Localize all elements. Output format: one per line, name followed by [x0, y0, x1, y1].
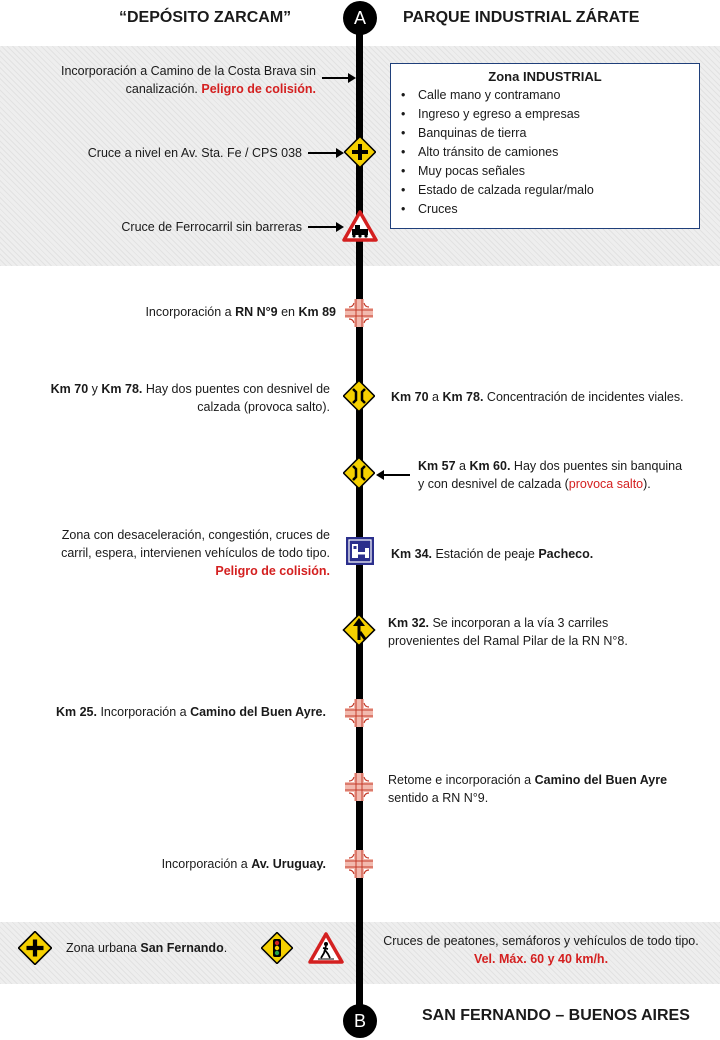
retome-note: Retome e incorporación a Camino del Buen Ayre sentido a RN N°9.	[388, 773, 668, 805]
list-item: • Banquinas de tierra	[401, 124, 689, 143]
pilar-merge-note: Km 32. Se incorporan a la vía 3 carriles provenientes del Ramal Pilar de la RN N°8.	[388, 616, 628, 648]
toll-station-note: Km 34. Estación de peaje Pacheco.	[391, 547, 594, 561]
crossroad-sign-icon	[18, 931, 52, 965]
destination-bottom-title: SAN FERNANDO – BUENOS AIRES	[422, 1007, 690, 1024]
industrial-zone-box	[390, 63, 700, 229]
arrow-icon	[378, 474, 410, 476]
narrow-bridge-sign-icon	[343, 380, 375, 412]
railroad-crossing-note: Cruce de Ferrocarril sin barreras	[121, 220, 302, 234]
destination-top-title: PARQUE INDUSTRIAL ZÁRATE	[403, 9, 640, 26]
incidents-km70-note: Km 70 a Km 78. Concentración de incidentes viales.	[391, 390, 684, 404]
interchange-sign-icon	[343, 771, 375, 803]
arrow-icon	[322, 77, 354, 79]
costa-brava-note: Incorporación a Camino de la Costa Brava sin canalización. Peligro de colisión.	[61, 64, 316, 96]
bridges-km57-note: Km 57 a Km 60. Hay dos puentes sin banquina y con desnivel de calzada (provoca salto).	[418, 459, 683, 491]
traffic-light-sign-icon	[261, 932, 293, 964]
crossroad-sign-icon	[344, 136, 376, 168]
merge-lane-sign-icon	[341, 612, 377, 648]
list-item: • Muy pocas señales	[401, 162, 689, 181]
railroad-crossing-sign-icon	[342, 210, 378, 242]
list-item: • Calle mano y contramano	[401, 86, 689, 105]
list-item: • Estado de calzada regular/malo	[401, 181, 689, 200]
list-item: • Cruces	[401, 200, 689, 219]
list-item: • Ingreso y egreso a empresas	[401, 105, 689, 124]
arrow-icon	[308, 152, 342, 154]
narrow-bridge-sign-icon	[343, 457, 375, 489]
route-end-node: B	[343, 1004, 377, 1038]
bridges-km70-note: Km 70 y Km 78. Hay dos puentes con desnivel de calzada (provoca salto).	[50, 382, 330, 414]
origin-title: “DEPÓSITO ZARCAM”	[119, 9, 292, 26]
route-start-node: A	[343, 1, 377, 35]
uruguay-incorporation-note: Incorporación a Av. Uruguay.	[161, 857, 326, 871]
industrial-zone-list	[401, 86, 689, 219]
buen-ayre-incorporation-note: Km 25. Incorporación a Camino del Buen Ayre.	[55, 705, 326, 719]
interchange-sign-icon	[343, 297, 375, 329]
level-crossing-note: Cruce a nivel en Av. Sta. Fe / CPS 038	[87, 146, 302, 160]
speed-limit-text: Vel. Máx. 60 y 40 km/h.	[473, 952, 609, 966]
arrow-icon	[308, 226, 342, 228]
list-item: • Alto tránsito de camiones	[401, 143, 689, 162]
toll-station-sign-icon	[345, 536, 375, 566]
industrial-zone-title: Zona INDUSTRIAL	[488, 69, 602, 84]
pedestrian-crossing-sign-icon	[308, 932, 344, 964]
urban-crossings-note: Cruces de peatones, semáforos y vehículos de todo tipo. Vel. Máx. 60 y 40 km/h.	[383, 934, 699, 966]
urban-zone-note: Zona urbana San Fernando.	[66, 941, 228, 955]
rn9-incorporation-note: Incorporación a RN N°9 en Km 89	[145, 305, 336, 319]
interchange-sign-icon	[343, 848, 375, 880]
interchange-sign-icon	[343, 697, 375, 729]
toll-zone-note: Zona con desaceleración, congestión, cruces de carril, espera, intervienen vehículos de todo tipo. Peligro de colisión.	[61, 528, 330, 578]
